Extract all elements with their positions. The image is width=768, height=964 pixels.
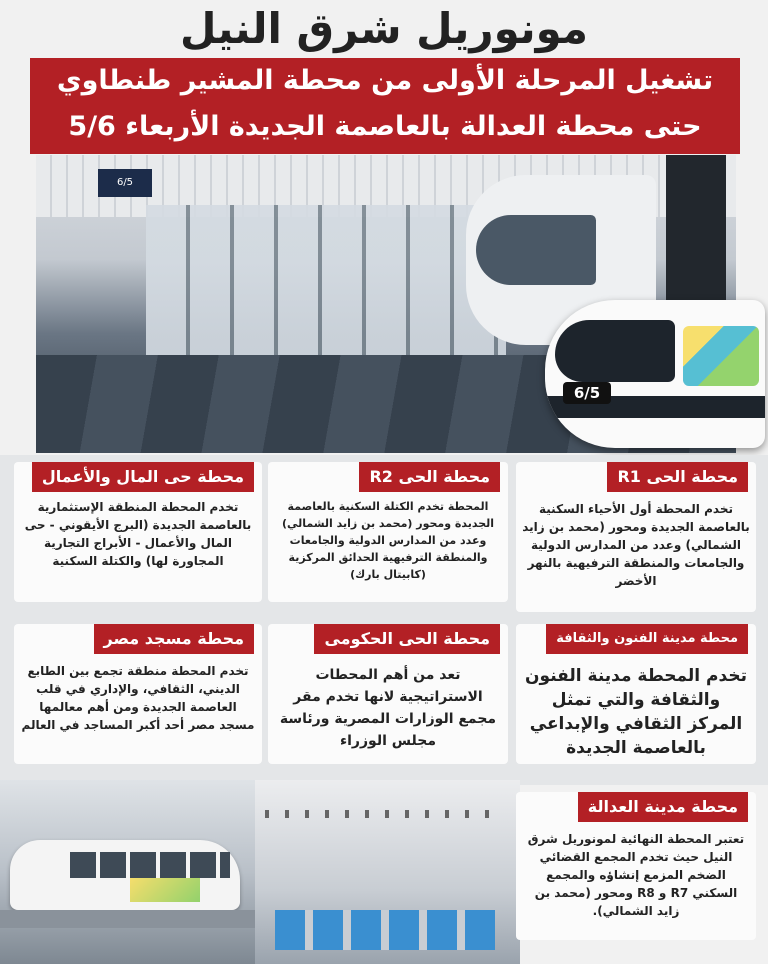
station-description: تخدم المحطة أول الأحياء السكنية بالعاصمة الجديدة ومحور (محمد بن زايد الشمالي) وعدد من المدارس الدولية والجامعات والمنطقة الترفيهية بالنهر الأخضر: [522, 502, 750, 588]
station-description: تعد من أهم المحطات الاستراتيجية لانها تخدم مقر مجمع الوزارات المصرية ورئاسة مجلس الوزراء: [279, 667, 497, 749]
elevated-train: [10, 840, 240, 910]
train-number-plate: 6/5: [563, 382, 611, 404]
platform-train-window: [476, 215, 596, 285]
handrails: [265, 810, 505, 818]
station-name: محطة الحى R2: [359, 462, 500, 492]
train-livery-graphic: [130, 878, 200, 902]
monorail-beam: [0, 910, 260, 928]
station-description: المحطة تخدم الكتلة السكنية بالعاصمة الجديدة ومحور (محمد بن زايد الشمالي) وعدد من المدارس الدولية والجامعات والمنطقة الترفيهية الحدائق المركزية (كابيتال بارك): [281, 500, 495, 581]
station-description: تخدم المحطة المنطقة الإستثمارية بالعاصمة الجديدة (البرج الأيقوني - حى المال والأعمال - الأبراج التجارية المجاورة لها) والكتلة السكنية: [24, 500, 252, 568]
headline-banner: [30, 58, 740, 154]
station-card-justice-city: [516, 792, 756, 940]
station-description: تخدم المحطة مدينة الفنون والثقافة والتي تمثل المركز الثقافي والإبداعي بالعاصمة الجديدة: [525, 666, 747, 758]
station-description: تعتبر المحطة النهائية لمونوريل شرق النيل حيث تخدم المجمع القضائي الضخم المزمع إنشاؤه والمجمع السكني R7 و R8 ومحور (محمد بن زايد الشمالي).: [527, 832, 745, 918]
station-card-business-district: [14, 462, 262, 602]
platform-sign: 6/5: [98, 169, 152, 197]
station-card-arts-culture: [516, 624, 756, 764]
station-card-r2: [268, 462, 508, 602]
train-seats: [275, 910, 495, 950]
monorail-interior-photo: [0, 780, 520, 964]
train-cab-window: [555, 320, 675, 382]
station-name: محطة الحى R1: [607, 462, 748, 492]
station-card-r1: [516, 462, 756, 612]
station-card-misr-mosque: [14, 624, 262, 764]
train-windows: [70, 852, 230, 878]
headline-line-1: تشغيل المرحلة الأولى من محطة المشير طنطاوي: [56, 65, 714, 96]
station-description: تخدم المحطة منطقة تجمع بين الطابع الديني، الثقافي، والإداري في قلب العاصمة الجديدة ومن أهم معالمها مسجد مصر أحد أكبر المساجد في العالم: [21, 664, 255, 732]
page-title: مونوريل شرق النيل: [179, 4, 589, 53]
platform-screen-doors: [146, 205, 506, 355]
station-card-government-district: [268, 624, 508, 764]
station-name: محطة مدينة العدالة: [578, 792, 748, 822]
monorail-train-image: [545, 300, 765, 448]
station-name: محطة مسجد مصر: [94, 624, 254, 654]
station-name: محطة حى المال والأعمال: [32, 462, 254, 492]
train-livery-graphic: [683, 326, 759, 386]
station-name: محطة مدينة الفنون والثقافة: [546, 624, 748, 654]
headline-line-2: حتى محطة العدالة بالعاصمة الجديدة الأربعاء 5/6: [68, 111, 702, 142]
station-name: محطة الحى الحكومى: [314, 624, 500, 654]
